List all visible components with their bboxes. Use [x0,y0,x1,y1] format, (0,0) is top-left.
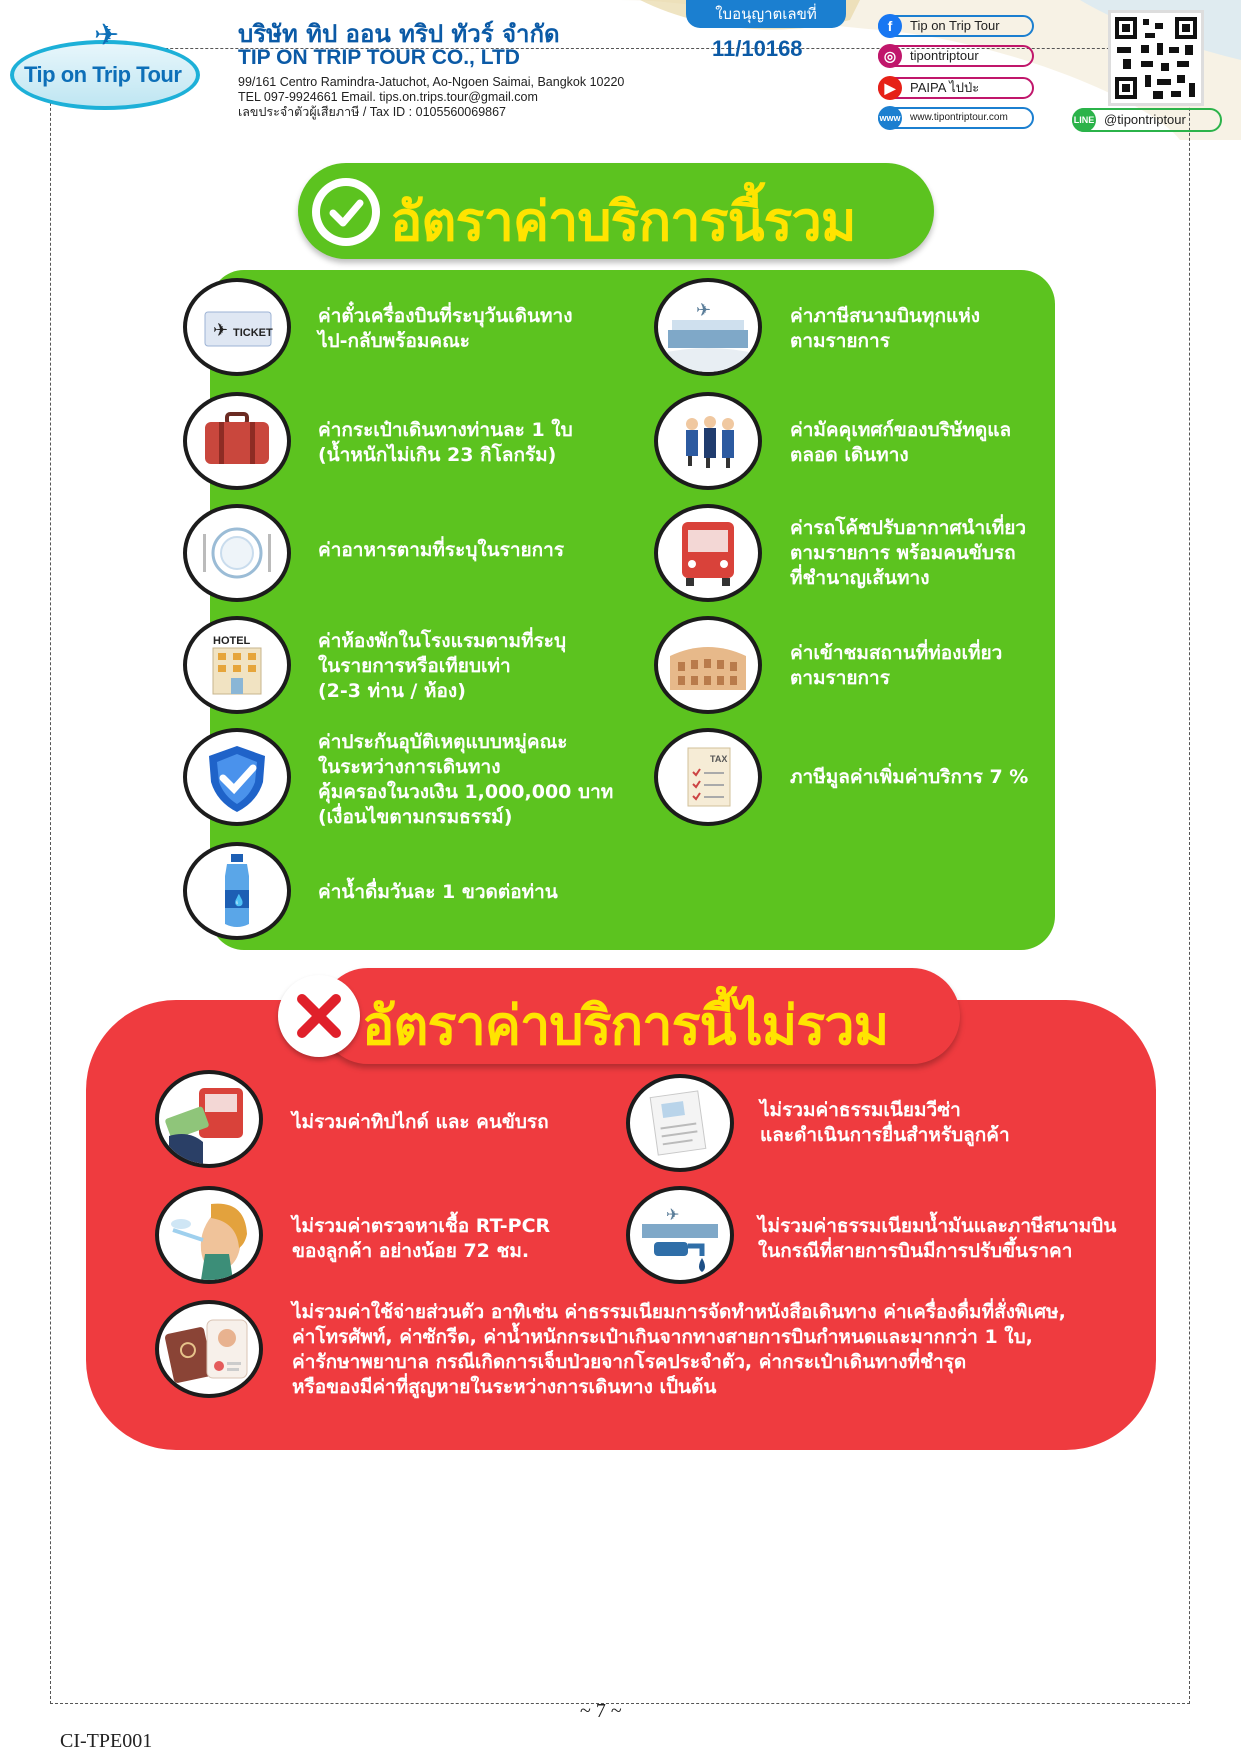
svg-text:✈: ✈ [696,300,712,321]
company-address-block [238,75,624,120]
check-icon [312,178,380,246]
airport-icon [654,278,762,376]
item-line: ไม่รวมค่าใช้จ่ายส่วนตัว อาทิเช่น ค่าธรรมเนียมการจัดทำหนังสือเดินทาง ค่าเครื่องดื่มที่สั่งพิเศษ, [292,1301,1066,1323]
item-line: ค่าประกันอุบัติเหตุแบบหมู่คณะ [318,731,568,753]
ticket-icon [183,278,291,376]
item-line: ค่าเข้าชมสถานที่ท่องเที่ยว [790,642,1003,664]
item-line: ในระหว่างการเดินทาง [318,756,501,778]
item-line: ค่ากระเป๋าเดินทางท่านละ 1 ใบ [318,419,573,441]
item-line: ไม่รวมค่าตรวจหาเชื้อ RT-PCR [292,1215,551,1237]
line-icon: LINE [1072,108,1096,132]
colosseum-icon [654,616,762,714]
company-tax-id: เลขประจำตัวผู้เสียภาษี / Tax ID : 0105560069867 [238,105,507,119]
facebook-icon: f [878,14,902,38]
item-line: ค่ามัคคุเทศก์ของบริษัทดูแล [790,419,1012,441]
item-line: ค่าภาษีสนามบินทุกแห่ง [790,305,980,327]
item-line: ไม่รวมค่าทิปไกด์ และ คนขับรถ [292,1111,549,1133]
item-line: (น้ำหนักไม่เกิน 23 กิโลกรัม) [318,444,557,466]
website-label: www.tipontriptour.com [910,112,1008,123]
license-label: ใบอนุญาตเลขที่ [686,0,846,28]
luggage-icon [183,392,291,490]
page-number: ~ 7 ~ [580,1700,622,1722]
included-item-hotel [318,629,566,704]
item-line: ไป-กลับพร้อมคณะ [318,330,470,352]
svg-text:✈: ✈ [666,1205,680,1224]
pcr-test-icon [155,1186,263,1284]
item-line: ไม่รวมค่าธรรมเนียมน้ำมันและภาษีสนามบิน [758,1215,1117,1237]
included-item-ticket [318,304,572,354]
company-contact: TEL 097-9924661 Email. tips.on.trips.tour@gmail.com [238,90,538,104]
included-item-insurance [318,730,613,830]
item-line: ตามรายการ [790,330,890,352]
airplane-icon: ✈ [94,18,120,53]
tax-icon-text: TAX [710,754,728,764]
excluded-item-tip [292,1110,549,1135]
website-link[interactable] [878,107,1034,129]
bus-icon [654,504,762,602]
item-line: หรือของมีค่าที่สูญหายในระหว่างการเดินทาง เป็นต้น [292,1376,717,1398]
hotel-icon [183,616,291,714]
qr-code [1108,10,1204,106]
visa-icon [626,1074,734,1172]
item-line: ที่ชำนาญเส้นทาง [790,567,930,589]
company-name-english: TIP ON TRIP TOUR CO., LTD [238,46,520,69]
line-label: @tipontriptour [1104,112,1186,127]
item-line: ไม่รวมค่าธรรมเนียมวีซ่า [760,1099,961,1121]
item-line: ค่าโทรศัพท์, ค่าซักรีด, ค่าน้ำหนักกระเป๋าเกินจากทางสายการบินกำหนดและมากกว่า 1 ใบ, [292,1326,1033,1348]
included-item-guide [790,418,1011,468]
item-line: (เงื่อนไขตามกรมธรรม์) [318,806,513,828]
tip-icon [155,1070,263,1168]
company-name-thai: บริษัท ทิป ออน ทริป ทัวร์ จำกัด [238,20,560,48]
facebook-link[interactable] [878,15,1034,37]
excluded-item-fuel [758,1214,1116,1264]
item-line: ค่ารถโค้ชปรับอากาศนำเที่ยว [790,517,1027,539]
included-item-attractions [790,641,1002,691]
shield-icon [183,728,291,826]
included-item-meal [318,538,564,563]
company-logo [6,10,206,115]
item-line: ตลอด เดินทาง [790,444,909,466]
item-line: ตามรายการ พร้อมคนขับรถ [790,542,1016,564]
item-line: ภาษีมูลค่าเพิ่มค่าบริการ 7 % [790,766,1029,788]
included-item-water [318,880,558,905]
item-line: ค่าห้องพักในโรงแรมตามที่ระบุ [318,630,567,652]
instagram-label: tipontriptour [910,48,979,63]
item-line: ค่าอาหารตามที่ระบุในรายการ [318,539,565,561]
svg-text:💧: 💧 [232,894,246,907]
instagram-icon: ◎ [878,44,902,68]
water-bottle-icon [183,842,291,940]
instagram-link[interactable] [878,45,1034,67]
meal-icon [183,504,291,602]
included-title: อัตราค่าบริการนี้รวม [390,190,856,253]
item-line: ในรายการหรือเทียบเท่า [318,655,511,677]
excluded-item-pcr [292,1214,550,1264]
hotel-icon-text: HOTEL [213,635,251,647]
line-link[interactable] [1072,108,1222,132]
excluded-item-visa [760,1098,1010,1148]
included-item-coach [790,516,1026,591]
item-line: ในกรณีที่สายการบินมีการปรับขึ้นราคา [758,1240,1073,1262]
youtube-label: PAIPA ไปป่ะ [910,80,980,95]
license-number: 11/10168 [712,36,803,61]
youtube-link[interactable] [878,77,1034,99]
svg-text:✈: ✈ [213,320,229,341]
item-line: ค่ารักษาพยาบาล กรณีเกิดการเจ็บป่วยจากโรคประจำตัว, ค่ากระเป๋าเดินทางที่ชำรุด [292,1351,967,1373]
fuel-icon [626,1186,734,1284]
document-code: CI-TPE001 [60,1730,153,1752]
item-line: ตามรายการ [790,667,890,689]
item-line: (2-3 ท่าน / ห้อง) [318,680,466,702]
ticket-icon-text: TICKET [233,327,273,339]
included-panel [210,270,1055,950]
item-line: และดำเนินการยื่นสำหรับลูกค้า [760,1124,1010,1146]
passport-icon [155,1300,263,1398]
excluded-item-personal-expenses [292,1300,1066,1400]
included-item-vat [790,765,1028,790]
company-address: 99/161 Centro Ramindra-Jatuchot, Ao-Ngoen Saimai, Bangkok 10220 [238,75,625,89]
included-item-luggage [318,418,573,468]
included-item-airport-tax [790,304,980,354]
item-line: คุ้มครองในวงเงิน 1,000,000 บาท [318,781,614,803]
item-line: ค่าน้ำดื่มวันละ 1 ขวดต่อท่าน [318,881,558,903]
excluded-title: อัตราค่าบริการนี้ไม่รวม [362,994,889,1057]
close-icon [278,975,360,1057]
guide-icon [654,392,762,490]
tax-icon [654,728,762,826]
facebook-label: Tip on Trip Tour [910,18,1000,33]
logo-text: Tip on Trip Tour [24,62,182,87]
item-line: ของลูกค้า อย่างน้อย 72 ชม. [292,1240,530,1262]
item-line: ค่าตั๋วเครื่องบินที่ระบุวันเดินทาง [318,305,573,327]
youtube-icon: ▶ [878,76,902,100]
web-icon: www [878,106,902,130]
